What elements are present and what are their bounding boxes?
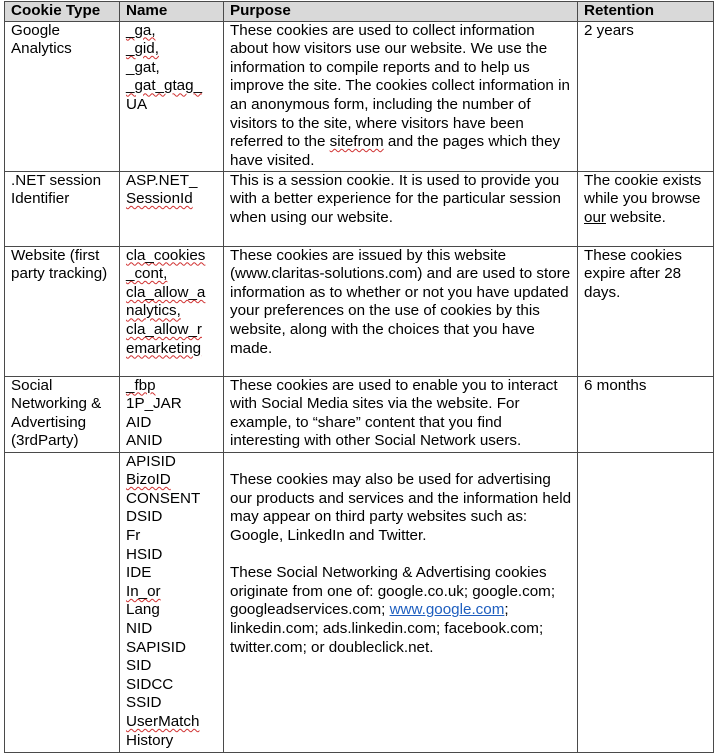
cookie-name: UserMatch (126, 712, 200, 730)
cookie-name: SSID (126, 694, 162, 712)
purpose-cell (224, 452, 578, 752)
google-link[interactable]: www.google.com (389, 601, 505, 619)
cookie-table (4, 1, 714, 753)
table-row (5, 452, 714, 752)
cookie-name: _gat_gtag_ (126, 77, 203, 95)
retention-cell: The cookie exists while you browse our website. (578, 171, 714, 246)
retention-cell: 2 years (578, 21, 714, 171)
purpose-cell: This is a session cookie. It is used to provide you with a better experience for the particular session when using our website. (224, 171, 578, 246)
header-purpose: Purpose (224, 2, 578, 22)
cookie-name: ASP.NET_ (126, 171, 198, 189)
cookie-name: SessionId (126, 190, 193, 208)
cookie-name: DSID (126, 508, 163, 526)
cookie-name: ANID (126, 432, 163, 450)
cookie-name: AID (126, 413, 152, 431)
cookie-type-cell: .NET session Identifier (5, 171, 120, 246)
cookie-name: NID (126, 619, 153, 637)
cookie-name: _gat, (126, 58, 160, 76)
header-cookie-type: Cookie Type (5, 2, 120, 22)
cookie-name: _ga, (126, 21, 156, 39)
header-retention: Retention (578, 2, 714, 22)
cookie-name: SIDCC (126, 675, 174, 693)
cookie-name: Lang (126, 601, 160, 619)
cookie-names-cell (120, 21, 224, 171)
purpose-cell: These cookies are used to collect information about how visitors use our website. We use the information to compile reports and to help us improve the site. The cookies collect information in an anonymous form, including the number of visitors to the site, where visitors have been referred to the sitefrom and the pages which they have visited. (224, 21, 578, 171)
purpose-paragraph: These Social Networking & Advertising cookies originate from one of: google.co.uk; google.com; googleadservices.com; www.google.com; linkedin.com; ads.linkedin.com; facebook.com; twitter.com; or doubleclick.net. (230, 564, 556, 656)
cookie-name: emarketing (126, 339, 202, 357)
retention-cell (578, 452, 714, 752)
cookie-name: _cont, (126, 265, 168, 283)
cookie-name: History (126, 731, 174, 749)
cookie-type-cell (5, 452, 120, 752)
cookie-name: APISID (126, 452, 176, 470)
cookie-name: cla_allow_r (126, 320, 202, 338)
purpose-paragraph: These cookies may also be used for advertising our products and services and the information held may appear on third party websites such as: Google, LinkedIn and Twitter. (230, 471, 572, 544)
cookie-name: CONSENT (126, 489, 201, 507)
cookie-name: IDE (126, 564, 152, 582)
cookie-name: cla_allow_a (126, 283, 206, 301)
cookie-name: BizoID (126, 471, 171, 489)
cookie-name: Fr (126, 526, 141, 544)
table-row (5, 246, 714, 376)
cookie-type-cell: Website (first party tracking) (5, 246, 120, 376)
cookie-type-cell: Social Networking & Advertising (3rdParty) (5, 376, 120, 452)
cookie-names-cell (120, 452, 224, 752)
table-header-row (5, 2, 714, 22)
table-row (5, 376, 714, 452)
cookie-name: _gid, (126, 40, 159, 58)
cookie-name: SAPISID (126, 638, 186, 656)
cookie-name: _fbp (126, 376, 156, 394)
table-row (5, 171, 714, 246)
retention-cell: These cookies expire after 28 days. (578, 246, 714, 376)
cookie-names-cell (120, 171, 224, 246)
retention-cell: 6 months (578, 376, 714, 452)
header-name: Name (120, 2, 224, 22)
cookie-name: cla_cookies (126, 246, 206, 264)
purpose-cell: These cookies are issued by this website (www.claritas-solutions.com) and are used to store information as to whether or not you have updated your preferences on the use of cookies by this website, along with the choices that you have made. (224, 246, 578, 376)
cookie-names-cell (120, 246, 224, 376)
cookie-name: SID (126, 657, 152, 675)
cookie-name: HSID (126, 545, 163, 563)
cookie-name: In_or (126, 582, 161, 600)
cookie-name: nalytics, (126, 302, 181, 320)
cookie-name: 1P_JAR (126, 395, 182, 413)
purpose-cell: These cookies are used to enable you to interact with Social Media sites via the website. For example, to “share” content that you find interesting with other Social Network users. (224, 376, 578, 452)
misspelled-word: sitefrom (329, 133, 384, 151)
table-row (5, 21, 714, 171)
cookie-names-cell (120, 376, 224, 452)
underlined-word: our (584, 208, 606, 226)
cookie-name: UA (126, 95, 148, 113)
cookie-type-cell: Google Analytics (5, 21, 120, 171)
